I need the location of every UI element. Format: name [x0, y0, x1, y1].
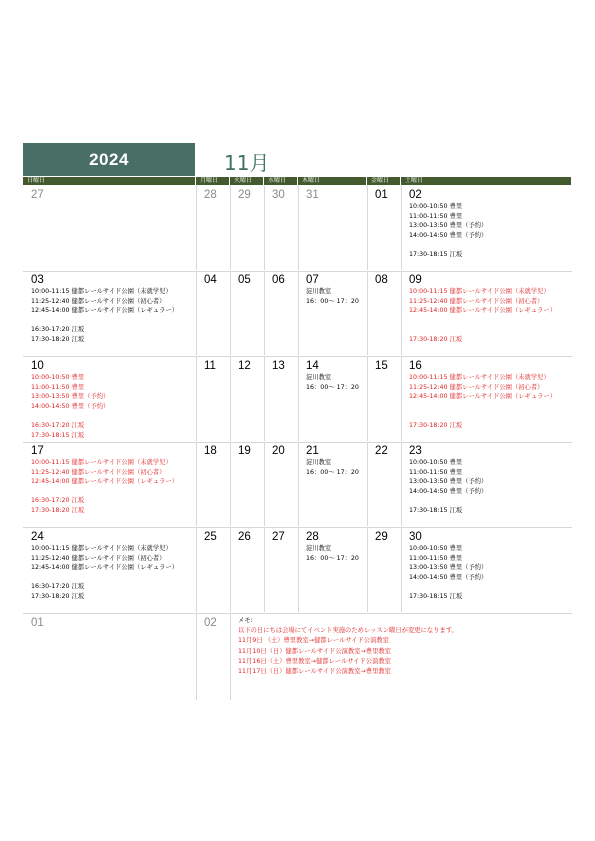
column-divider: [264, 186, 265, 270]
day-cell[interactable]: [230, 442, 264, 528]
event-line: 14:00-14:50 豊里（予約）: [31, 402, 110, 410]
event-list: [306, 458, 359, 477]
day-cell[interactable]: [401, 186, 572, 272]
event-line: [409, 411, 556, 421]
column-divider: [298, 357, 299, 441]
day-cell[interactable]: [230, 357, 264, 443]
event-line: 12:45-14:00 健都レールサイド公園（レギュラー）: [31, 478, 179, 486]
event-line: 11:25-12:40 健都レールサイド公園（初心者）: [31, 554, 166, 562]
day-number: 28: [306, 531, 319, 543]
event-list: [409, 287, 556, 345]
day-number: 20: [272, 445, 285, 457]
event-line: 17:30-18:20 江坂: [31, 592, 85, 600]
column-divider: [264, 528, 265, 612]
column-divider: [298, 528, 299, 612]
day-cell[interactable]: [23, 528, 196, 614]
day-cell[interactable]: [367, 271, 401, 357]
day-number: 21: [306, 445, 319, 457]
event-line: 10:00-10:50 豊里: [31, 374, 85, 381]
event-list: [31, 287, 178, 345]
event-list: [31, 373, 109, 440]
column-divider: [230, 357, 231, 441]
day-cell[interactable]: [298, 357, 367, 443]
day-cell[interactable]: [196, 357, 230, 443]
event-line: 淀川教室: [306, 545, 332, 552]
weekday-mon: 月曜日: [196, 177, 229, 185]
day-number: 15: [375, 360, 388, 372]
event-line: 淀川教室: [306, 374, 332, 381]
column-divider: [230, 528, 231, 612]
day-number: 12: [238, 360, 251, 372]
day-number: 11: [204, 360, 216, 372]
year-label: 2024: [89, 149, 129, 169]
day-cell[interactable]: [230, 528, 264, 614]
event-line: 10:00-11:15 健都レールサイド公園（未就学児）: [31, 545, 172, 552]
day-cell[interactable]: [264, 186, 298, 272]
memo-line: 11月17日（日）健都レールサイド公演教室→豊里教室: [238, 667, 391, 675]
event-line: 16:30-17:20 江坂: [31, 326, 85, 334]
day-number: 05: [238, 274, 251, 286]
weekday-tue: 火曜日: [230, 177, 263, 185]
day-number: 22: [375, 445, 388, 457]
column-divider: [298, 442, 299, 526]
event-list: [409, 544, 487, 602]
day-number: 23: [409, 445, 422, 457]
event-line: 16:30-17:20 江坂: [31, 421, 85, 429]
event-line: [31, 487, 178, 497]
day-number: 17: [31, 445, 44, 457]
event-list: [409, 373, 556, 431]
day-number: 28: [204, 189, 217, 201]
event-line: 10:00-11:15 健都レールサイド公園（未就学児）: [409, 288, 550, 295]
day-cell[interactable]: [298, 528, 367, 614]
event-line: 17:30-18:15 江坂: [409, 506, 463, 514]
day-cell[interactable]: [196, 614, 230, 700]
event-line: 10:00-11:15 健都レールサイド公園（未就学児）: [31, 459, 172, 466]
column-divider: [264, 357, 265, 441]
day-number: 26: [238, 531, 251, 543]
day-cell[interactable]: [298, 442, 367, 528]
year-banner: [23, 143, 195, 176]
event-list: [306, 544, 359, 563]
column-divider: [401, 271, 402, 355]
event-line: 17:30-18:20 江坂: [31, 335, 85, 343]
column-divider: [367, 186, 368, 270]
day-number: 25: [204, 531, 217, 543]
event-line: [409, 325, 556, 335]
event-line: [409, 582, 487, 592]
day-cell[interactable]: [367, 357, 401, 443]
column-divider: [230, 186, 231, 270]
day-cell[interactable]: [23, 271, 196, 357]
column-divider: [401, 442, 402, 526]
event-line: 17:30-18:15 江坂: [31, 431, 85, 439]
day-number: 06: [272, 274, 285, 286]
event-line: 13:00-13:50 豊里（予約）: [31, 393, 110, 401]
day-cell[interactable]: [264, 357, 298, 443]
event-line: 13:00-13:50 豊里（予約）: [409, 564, 488, 572]
column-divider: [196, 186, 197, 270]
day-cell[interactable]: [264, 271, 298, 357]
event-line: 11:25-12:40 健都レールサイド公園（初心者）: [31, 297, 166, 305]
event-line: 13:00-13:50 豊里（予約）: [409, 222, 488, 230]
event-line: [31, 573, 178, 583]
event-line: 16:30-17:20 江坂: [31, 583, 85, 591]
day-number: 13: [272, 360, 285, 372]
column-divider: [367, 357, 368, 441]
event-line: 17:30-18:20 江坂: [409, 421, 463, 429]
column-divider: [367, 528, 368, 612]
day-number: 01: [31, 617, 44, 629]
memo-line: 11月16日（土）豊里教室→健都レールサイド公演教室: [238, 657, 391, 665]
event-line: 17:30-18:20 江坂: [31, 506, 85, 514]
event-line: 11:00-11:50 豊里: [409, 212, 463, 220]
memo-section: [238, 616, 458, 677]
weekday-fri: 金曜日: [367, 177, 400, 185]
day-number: 02: [204, 617, 217, 629]
day-number: 24: [31, 531, 44, 543]
event-line: 14:00-14:50 豊里（予約）: [409, 573, 488, 581]
event-line: [409, 496, 487, 506]
day-number: 16: [409, 360, 422, 372]
day-number: 27: [272, 531, 285, 543]
column-divider: [230, 271, 231, 355]
event-line: 16：00～ 17：20: [306, 554, 359, 562]
event-list: [409, 458, 487, 516]
event-line: [31, 411, 109, 421]
event-line: [409, 240, 487, 250]
day-number: 27: [31, 189, 44, 201]
event-line: 12:45-14:00 健都レールサイド公園（レギュラー）: [409, 393, 557, 401]
event-line: 17:30-18:15 江坂: [409, 592, 463, 600]
day-number: 02: [409, 189, 422, 201]
month-title: 11月: [224, 151, 270, 175]
event-line: 12:45-14:00 健都レールサイド公園（レギュラー）: [409, 307, 557, 315]
event-line: 11:00-11:50 豊里: [409, 468, 463, 476]
event-list: [306, 287, 359, 306]
column-divider: [367, 442, 368, 526]
event-list: [31, 544, 178, 602]
event-line: 17:30-18:20 江坂: [409, 335, 463, 343]
column-divider: [264, 271, 265, 355]
day-cell[interactable]: [196, 186, 230, 272]
day-cell[interactable]: [367, 442, 401, 528]
day-number: 19: [238, 445, 251, 457]
event-list: [306, 373, 359, 392]
event-line: 14:00-14:50 豊里（予約）: [409, 487, 488, 495]
day-cell[interactable]: [23, 442, 196, 528]
column-divider: [196, 528, 197, 612]
event-line: 12:45-14:00 健都レールサイド公園（レギュラー）: [31, 564, 179, 572]
day-number: 09: [409, 274, 422, 286]
memo-line: 11月9日 （土）豊里教室→健都レールサイド公演教室: [238, 637, 389, 645]
column-divider: [298, 271, 299, 355]
day-cell[interactable]: [401, 442, 572, 528]
day-number: 30: [272, 189, 285, 201]
weekday-thu: 木曜日: [298, 177, 366, 185]
day-cell[interactable]: [401, 528, 572, 614]
day-cell[interactable]: [401, 271, 572, 357]
day-cell[interactable]: [196, 271, 230, 357]
event-line: [31, 316, 178, 326]
day-cell[interactable]: [196, 528, 230, 614]
day-number: 31: [306, 189, 319, 201]
day-cell[interactable]: [230, 186, 264, 272]
day-number: 14: [306, 360, 319, 372]
weekday-wed: 水曜日: [264, 177, 297, 185]
event-line: 11:25-12:40 健都レールサイド公園（初心者）: [31, 468, 166, 476]
day-number: 30: [409, 531, 422, 543]
day-number: 07: [306, 274, 319, 286]
day-cell[interactable]: [23, 614, 196, 700]
column-divider: [298, 186, 299, 270]
event-line: 11:00-11:50 豊里: [31, 383, 85, 391]
event-line: 16：00～ 17：20: [306, 468, 359, 476]
event-line: 16:30-17:20 江坂: [31, 497, 85, 505]
memo-line: 以下の日にちは会場にてイベント実施のためレッスン曜日が変更になります。: [238, 627, 458, 635]
day-number: 18: [204, 445, 217, 457]
event-line: 10:00-10:50 豊里: [409, 545, 463, 552]
memo-line: 11月10日（日）健都レールサイド公演教室→豊里教室: [238, 647, 391, 655]
day-number: 03: [31, 274, 44, 286]
day-cell[interactable]: [264, 442, 298, 528]
event-list: [31, 458, 178, 516]
day-cell[interactable]: [23, 186, 196, 272]
day-cell[interactable]: [367, 528, 401, 614]
event-line: 14:00-14:50 豊里（予約）: [409, 231, 488, 239]
event-line: 10:00-11:15 健都レールサイド公園（未就学児）: [409, 374, 550, 381]
event-list: [409, 202, 487, 260]
column-divider: [196, 271, 197, 355]
column-divider: [401, 357, 402, 441]
column-divider: [196, 442, 197, 526]
event-line: 17:30-18:15 江坂: [409, 250, 463, 258]
column-divider: [196, 357, 197, 441]
day-cell[interactable]: [264, 528, 298, 614]
day-number: 01: [375, 189, 388, 201]
day-number: 29: [238, 189, 251, 201]
day-cell[interactable]: [23, 357, 196, 443]
column-divider: [264, 442, 265, 526]
column-divider: [230, 442, 231, 526]
column-divider: [230, 614, 231, 700]
event-line: 11:00-11:50 豊里: [409, 554, 463, 562]
event-line: 10:00-10:50 豊里: [409, 203, 463, 210]
memo-label: メモ:: [238, 617, 253, 624]
day-cell[interactable]: [367, 186, 401, 272]
day-cell[interactable]: [298, 186, 367, 272]
event-line: 16：00～ 17：20: [306, 383, 359, 391]
event-line: 11:25-12:40 健都レールサイド公園（初心者）: [409, 297, 544, 305]
event-line: [409, 402, 556, 412]
day-number: 08: [375, 274, 388, 286]
event-line: 11:25-12:40 健都レールサイド公園（初心者）: [409, 383, 544, 391]
day-number: 04: [204, 274, 217, 286]
event-line: 10:00-10:50 豊里: [409, 459, 463, 466]
day-number: 29: [375, 531, 388, 543]
day-cell[interactable]: [196, 442, 230, 528]
column-divider: [401, 186, 402, 270]
day-number: 10: [31, 360, 44, 372]
day-cell[interactable]: [230, 271, 264, 357]
column-divider: [196, 614, 197, 700]
column-divider: [367, 271, 368, 355]
event-line: 淀川教室: [306, 288, 332, 295]
column-divider: [401, 528, 402, 612]
day-cell[interactable]: [298, 271, 367, 357]
event-line: 10:00-11:15 健都レールサイド公園（未就学児）: [31, 288, 172, 295]
weekday-sun: 日曜日: [23, 177, 195, 185]
weekday-sat: 土曜日: [401, 177, 571, 185]
event-line: 12:45-14:00 健都レールサイド公園（レギュラー）: [31, 307, 179, 315]
event-line: 13:00-13:50 豊里（予約）: [409, 478, 488, 486]
event-line: 16：00～ 17：20: [306, 297, 359, 305]
day-cell[interactable]: [401, 357, 572, 443]
event-line: [409, 316, 556, 326]
event-line: 淀川教室: [306, 459, 332, 466]
